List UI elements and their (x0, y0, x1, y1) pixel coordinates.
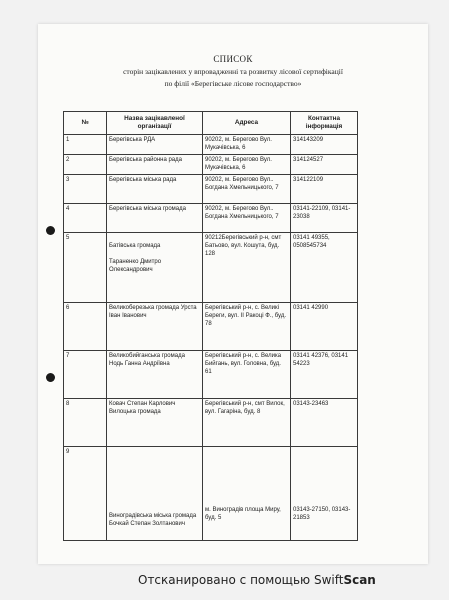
table-row (64, 351, 358, 399)
row-name: Ковач Степан Карлович Вилоцька громада (107, 399, 203, 447)
row-contact: 03141-22109, 03141-23038 (291, 204, 358, 233)
column-header-address: Адреса (203, 112, 291, 135)
document-branch: по філії «Берегівське лісове господарство» (164, 79, 302, 88)
row-name: Великобийганська громада Нодь Ганна Андріївна (107, 351, 203, 399)
row-address: 90202, м. Берегово Вул. Мукачівська, 6 (203, 135, 291, 155)
row-name: Берегівська міська громада (107, 204, 203, 233)
column-header-name: Назва зацікавленої організації (107, 112, 203, 135)
row-name: Берегівська РДА (107, 135, 203, 155)
row-number: 2 (64, 155, 107, 175)
table-header-row (64, 112, 358, 135)
punch-hole-bottom (46, 373, 55, 382)
row-address: Берегівський р-н, смт Вилок, вул. Гагаріна, буд. 8 (203, 399, 291, 447)
row-address: Берегівський р-н, с. Великі Береги, вул. ІІ Ракоці Ф., буд. 78 (203, 303, 291, 351)
table-row (64, 175, 358, 204)
row-name: Великоберезька громада Урста Іван Іванович (107, 303, 203, 351)
row-number: 9 (64, 447, 107, 541)
row-contact: 03141 42990 (291, 303, 358, 351)
row-name-cell (107, 447, 203, 541)
table-row (64, 447, 358, 541)
scan-watermark-brand: Scan (343, 573, 376, 587)
column-header-contact: Контактна інформація (291, 112, 358, 135)
row-address: 90202, м. Берегово Вул.. Богдана Хмельницького, 7 (203, 204, 291, 233)
row-name: Батівська громада (109, 243, 161, 249)
table-row (64, 303, 358, 351)
table-row (64, 233, 358, 303)
row-address: Берегівський р-н, с. Велика Бийгань, вул. Головна, буд. 61 (203, 351, 291, 399)
document-page (38, 24, 428, 564)
table-row (64, 155, 358, 175)
document-title: СПИСОК (213, 54, 253, 64)
row-contact: 314124527 (291, 155, 358, 175)
row-name: Берегівська районна рада (107, 155, 203, 175)
row-number: 7 (64, 351, 107, 399)
row-address: м. Виноградів площа Миру, буд. 5 (205, 507, 281, 521)
table-row (64, 204, 358, 233)
row-address: 90202, м. Берегово Вул. Мукачівська, 6 (203, 155, 291, 175)
row-address: 90212Берегівський р-н, смт Батьово, вул. Кошута, буд. 128 (203, 233, 291, 303)
row-contact-cell (291, 447, 358, 541)
row-name: Берегівська міська рада (107, 175, 203, 204)
row-contact: 03141 42376, 03141 54223 (291, 351, 358, 399)
spacer (109, 234, 200, 242)
table-row (64, 135, 358, 155)
row-contact: 03141 49355, 0508545734 (291, 233, 358, 303)
row-address-cell (203, 447, 291, 541)
row-number: 5 (64, 233, 107, 303)
spacer (109, 250, 200, 258)
row-contact: 314122109 (291, 175, 358, 204)
row-name: Виноградівська міська громада Бочкай Степан Золтанович (109, 513, 197, 527)
row-representative: Тараненко Дмитро Олександрович (109, 259, 162, 273)
scan-watermark (138, 573, 438, 587)
row-contact: 03143-27150, 03143-21853 (293, 507, 351, 521)
row-contact: 03143-23463 (291, 399, 358, 447)
stakeholder-table (63, 111, 358, 541)
table-row (64, 399, 358, 447)
row-number: 1 (64, 135, 107, 155)
column-header-num: № (64, 112, 107, 135)
row-name-cell (107, 233, 203, 303)
row-number: 4 (64, 204, 107, 233)
row-address: 90202, м. Берегово Вул.. Богдана Хмельницького, 7 (203, 175, 291, 204)
punch-hole-top (46, 226, 55, 235)
document-subtitle: сторін зацікавлених у впровадженні та розвитку лісової сертифікації (123, 67, 343, 76)
row-number: 8 (64, 399, 107, 447)
row-number: 6 (64, 303, 107, 351)
scan-watermark-text: Отсканировано с помощью Swift (138, 573, 344, 587)
row-number: 3 (64, 175, 107, 204)
row-contact: 314143209 (291, 135, 358, 155)
